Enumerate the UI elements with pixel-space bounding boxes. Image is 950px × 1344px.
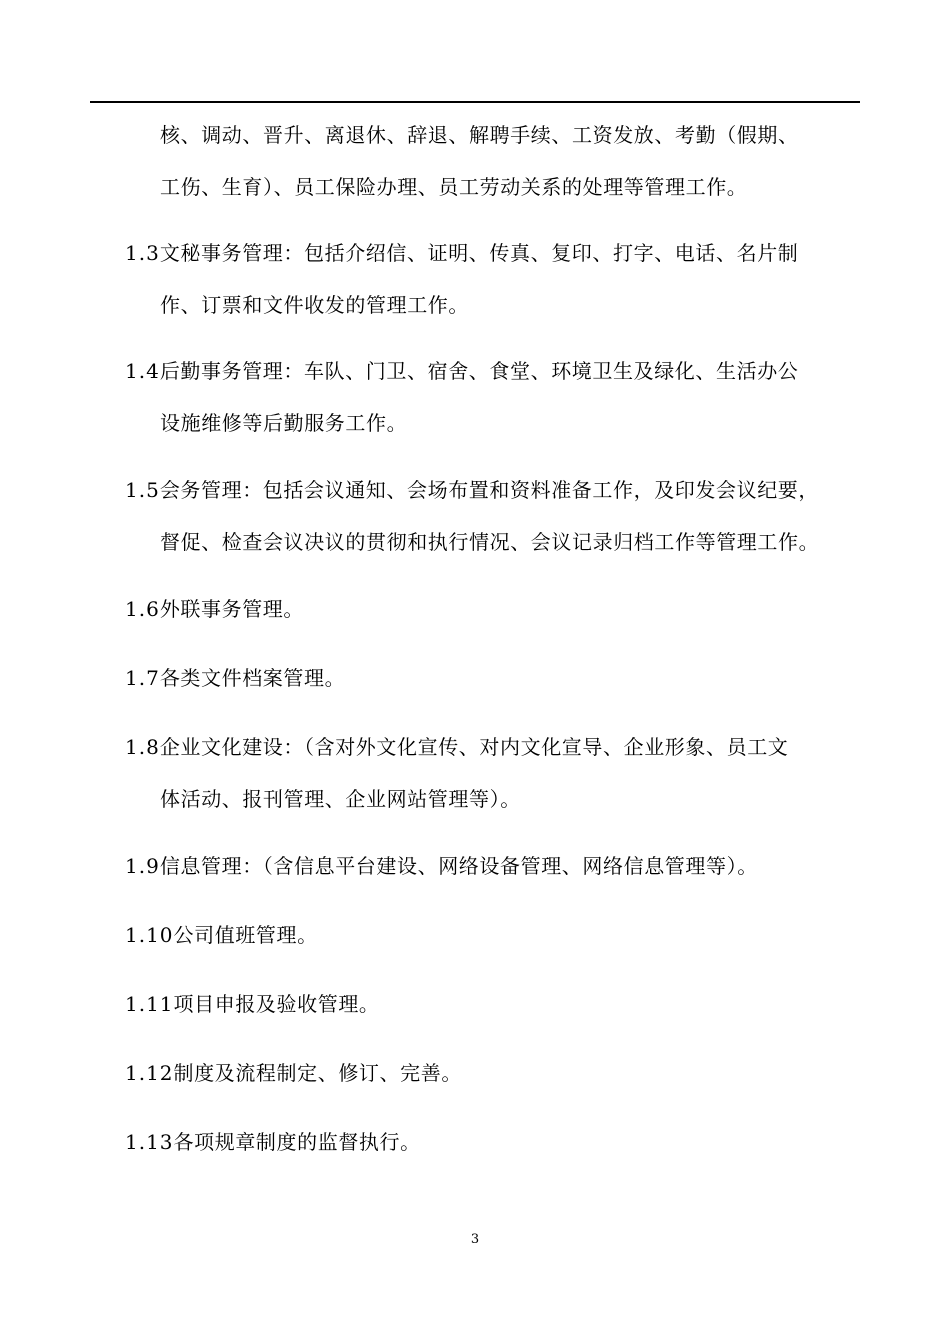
item-number: 1.4 [125, 359, 160, 383]
item-text: 外联事务管理。 [159, 597, 305, 621]
item-number: 1.9 [125, 854, 160, 878]
item-text: 各类文件档案管理。 [159, 666, 346, 690]
item-text: 会务管理：包括会议通知、会场布置和资料准备工作，及印发会议纪要， [159, 478, 820, 502]
item-number: 1.10 [125, 923, 174, 947]
list-item-1-4-cont: 设施维修等后勤服务工作。 [160, 411, 408, 435]
item-text: 项目申报及验收管理。 [173, 992, 380, 1016]
list-item-1-5-cont: 督促、检查会议决议的贯彻和执行情况、会议记录归档工作等管理工作。 [160, 530, 820, 554]
list-item-1-5 [125, 477, 819, 503]
list-item-1-10 [125, 922, 318, 948]
item-text: 信息管理：（含信息平台建设、网络设备管理、网络信息管理等）。 [159, 854, 758, 878]
item-number: 1.5 [125, 478, 160, 502]
item-number: 1.11 [125, 992, 174, 1016]
list-item-1-4 [125, 358, 798, 384]
list-item-1-11 [125, 991, 380, 1017]
item-text: 制度及流程制定、修订、完善。 [173, 1061, 462, 1085]
item-number: 1.6 [125, 597, 160, 621]
item-text: 公司值班管理。 [173, 923, 318, 947]
list-item-1-8-cont: 体活动、报刊管理、企业网站管理等）。 [160, 787, 521, 811]
list-item-1-8 [125, 734, 788, 760]
item-number: 1.8 [125, 735, 160, 759]
item-text: 后勤事务管理：车队、门卫、宿舍、食堂、环境卫生及绿化、生活办公 [159, 359, 799, 383]
item-number: 1.7 [125, 666, 160, 690]
page-number: 3 [470, 1232, 480, 1247]
item-text: 各项规章制度的监督执行。 [173, 1130, 421, 1154]
list-item-1-3 [125, 240, 798, 266]
list-item-1-3-cont: 作、订票和文件收发的管理工作。 [160, 293, 469, 317]
item-text: 文秘事务管理：包括介绍信、证明、传真、复印、打字、电话、名片制 [159, 241, 799, 265]
continuation-line-2: 工伤、生育）、员工保险办理、员工劳动关系的处理等管理工作。 [160, 175, 748, 199]
list-item-1-13 [125, 1129, 421, 1155]
item-number: 1.3 [125, 241, 160, 265]
item-number: 1.13 [125, 1130, 174, 1154]
item-text: 企业文化建设：（含对外文化宣传、对内文化宣导、企业形象、员工文 [159, 735, 789, 759]
item-number: 1.12 [125, 1061, 174, 1085]
continuation-line-1: 核、调动、晋升、离退休、辞退、解聘手续、工资发放、考勤（假期、 [160, 123, 799, 147]
list-item-1-12 [125, 1060, 462, 1086]
list-item-1-7 [125, 665, 345, 691]
list-item-1-9 [125, 853, 758, 879]
list-item-1-6 [125, 596, 304, 622]
header-rule [90, 101, 860, 103]
